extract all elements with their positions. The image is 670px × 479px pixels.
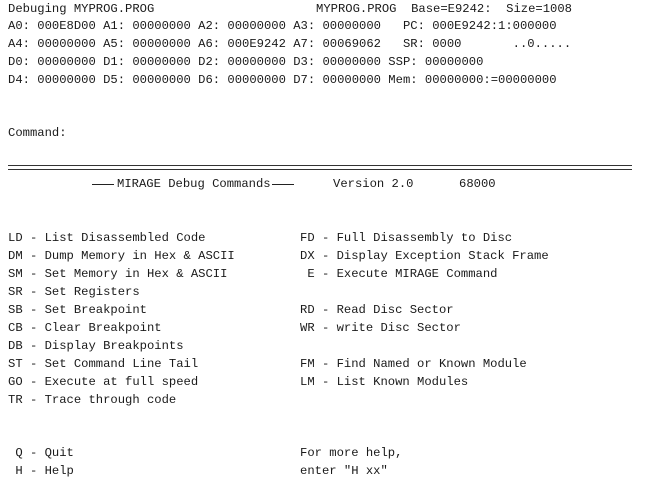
divider-line [8, 165, 632, 166]
register-row-d0-d3: D0: 00000000 D1: 00000000 D2: 00000000 D3: 00000000 SSP: 00000000 [8, 55, 484, 69]
command-tr: TR - Trace through code [8, 393, 177, 407]
register-row-d4-d7: D4: 00000000 D5: 00000000 D6: 00000000 D7: 00000000 Mem: 00000000:=00000000 [8, 73, 557, 87]
debug-title: Debuging MYPROG.PROG [8, 2, 155, 16]
menu-title: MIRAGE Debug Commands [117, 177, 271, 191]
command-rd: RD - Read Disc Sector [300, 303, 454, 317]
command-st: ST - Set Command Line Tail [8, 357, 199, 371]
menu-cpu: 68000 [459, 177, 496, 191]
command-cb: CB - Clear Breakpoint [8, 321, 162, 335]
command-dx: DX - Display Exception Stack Frame [300, 249, 549, 263]
command-prompt[interactable]: Command: [8, 126, 67, 140]
command-fm: FM - Find Named or Known Module [300, 357, 527, 371]
command-lm: LM - List Known Modules [300, 375, 469, 389]
register-row-a4-a7: A4: 00000000 A5: 00000000 A6: 000E9242 A7: 00069062 SR: 0000 ..0..... [8, 37, 572, 51]
help-hint-line2: enter "H xx" [300, 464, 388, 478]
command-sm: SM - Set Memory in Hex & ASCII [8, 267, 228, 281]
command-sb: SB - Set Breakpoint [8, 303, 147, 317]
command-wr: WR - write Disc Sector [300, 321, 461, 335]
command-e: E - Execute MIRAGE Command [300, 267, 498, 281]
command-q: Q - Quit [8, 446, 74, 460]
command-fd: FD - Full Disassembly to Disc [300, 231, 513, 245]
command-dm: DM - Dump Memory in Hex & ASCII [8, 249, 235, 263]
module-info: MYPROG.PROG Base=E9242: Size=1008 [316, 2, 572, 16]
command-go: GO - Execute at full speed [8, 375, 199, 389]
command-h: H - Help [8, 464, 74, 478]
command-ld: LD - List Disassembled Code [8, 231, 206, 245]
divider-line [8, 169, 632, 170]
help-hint-line1: For more help, [300, 446, 403, 460]
title-dash-right [272, 184, 294, 185]
title-dash-left [92, 184, 114, 185]
command-sr: SR - Set Registers [8, 285, 140, 299]
register-row-a0-a3: A0: 000E8D00 A1: 00000000 A2: 00000000 A3: 00000000 PC: 000E9242:1:000000 [8, 19, 557, 33]
menu-version: Version 2.0 [333, 177, 414, 191]
command-db: DB - Display Breakpoints [8, 339, 184, 353]
